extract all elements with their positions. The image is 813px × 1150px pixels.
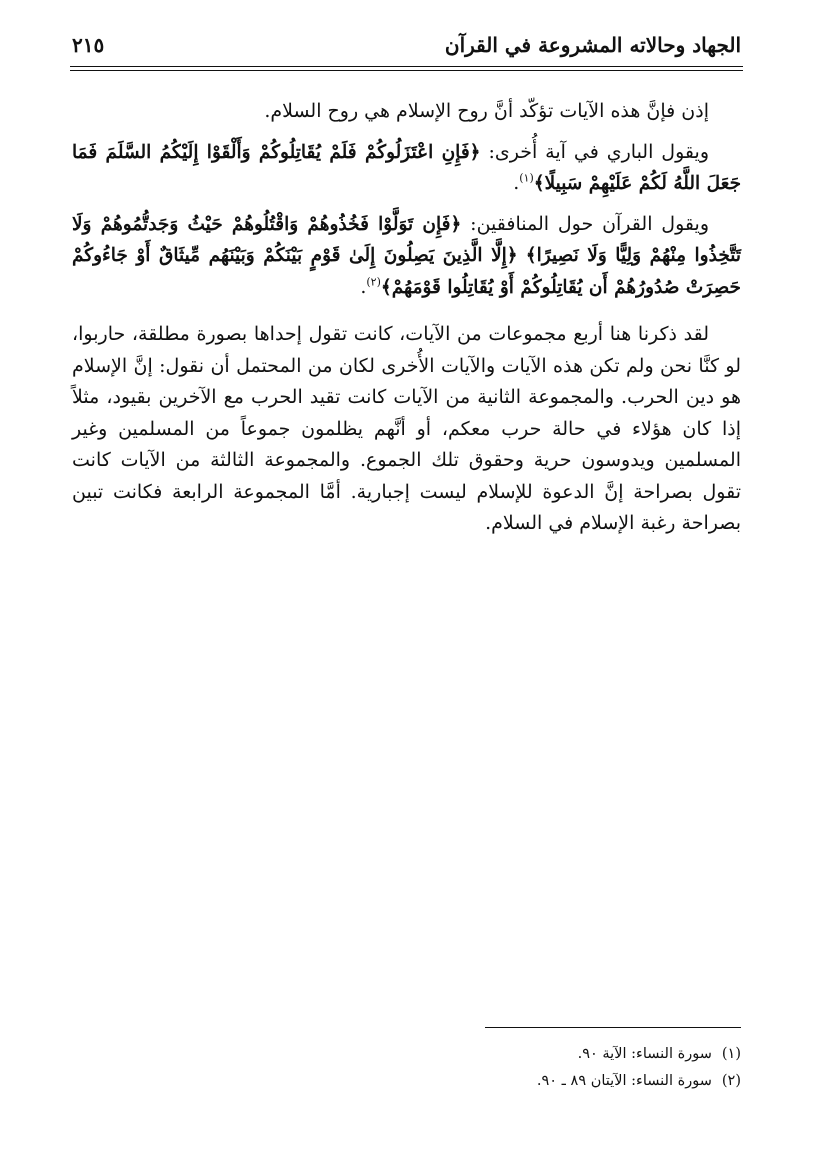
paragraph-4: لقد ذكرنا هنا أربع مجموعات من الآيات، كانت تقول إحداها بصورة مطلقة، حاربوا، لو كنَّا نحن ولم تكن هذه الآيات والآيات الأُخرى لكان من المحتمل أن نقول: إنَّ الإسلام هو دين الحرب. والمجموعة الثانية من الآيات كانت تقيد الحرب مع الآخرين بقيود، مثلاً إذا كان هؤلاء في حالة حرب معكم، أو أنَّهم يظلمون جموعاً من المسلمين وغير المسلمين ويدوسون حرية وحقوق تلك الجموع. والمجموعة الثالثة من الآيات كانت تقول بصراحة إنَّ الدعوة للإسلام ليست إجبارية. أمَّا المجموعة الرابعة فكانت تبين بصراحة رغبة الإسلام في السلام. (72, 323, 741, 534)
footnote-ref-1: (١) (519, 171, 534, 185)
footnote-number: (٢) (721, 1073, 741, 1089)
page-number: ٢١٥ (72, 33, 105, 57)
paragraph-1: إذن فإنَّ هذه الآيات تؤكّد أنَّ روح الإسلام هي روح السلام. (264, 100, 709, 122)
paragraph-2-intro: ويقول الباري في آية أُخرى: (480, 140, 710, 163)
footnote-2 (72, 1068, 741, 1095)
footnote-number: (١) (721, 1046, 741, 1062)
paragraph-2 (72, 137, 741, 200)
quran-verse-3: ﴿إِلَّا الَّذِينَ يَصِلُونَ إِلَىٰ قَوْمٍ بَيْنَكُمْ وَبَيْنَهُم مِّيثَاقٌ أَوْ جَاءُوكُمْ حَصِرَتْ صُدُورُهُمْ أَن يُقَاتِلُوكُمْ أَوْ يُقَاتِلُوا قَوْمَهُمْ﴾ (72, 245, 741, 298)
running-header (72, 30, 741, 60)
footnote-1 (72, 1041, 741, 1068)
footnote-text: سورة النساء: الآيتان ٨٩ ـ ٩٠. (536, 1073, 712, 1089)
footnote-text: سورة النساء: الآية ٩٠. (577, 1046, 712, 1062)
paragraph-2-end: . (513, 172, 520, 194)
footnotes (72, 1041, 741, 1095)
footnote-ref-2: (٢) (366, 275, 381, 289)
header-title: الجهاد وحالاته المشروعة في القرآن (444, 33, 741, 57)
quran-verse-2: ﴿فَإِن تَوَلَّوْا فَخُذُوهُمْ وَاقْتُلُوهُمْ حَيْثُ وَجَدتُّمُوهُمْ وَلَا تَتَّخِذُوا مِنْهُمْ وَلِيًّا وَلَا نَصِيرًا﴾ (72, 213, 741, 266)
paragraph-3-end: . (360, 275, 367, 298)
quran-verse-1: ﴿فَإِنِ اعْتَزَلُوكُمْ فَلَمْ يُقَاتِلُوكُمْ وَأَلْقَوْا إِلَيْكُمُ السَّلَمَ فَمَا جَعَلَ اللَّهُ لَكُمْ عَلَيْهِمْ سَبِيلًا﴾ (72, 141, 741, 194)
paragraph-3-intro: ويقول القرآن حول المنافقين: (461, 212, 710, 235)
paragraph-3 (72, 209, 741, 304)
header-rule-thin (70, 70, 743, 71)
main-text (72, 96, 741, 549)
footnote-rule (485, 1027, 741, 1028)
header-rule (70, 66, 743, 67)
